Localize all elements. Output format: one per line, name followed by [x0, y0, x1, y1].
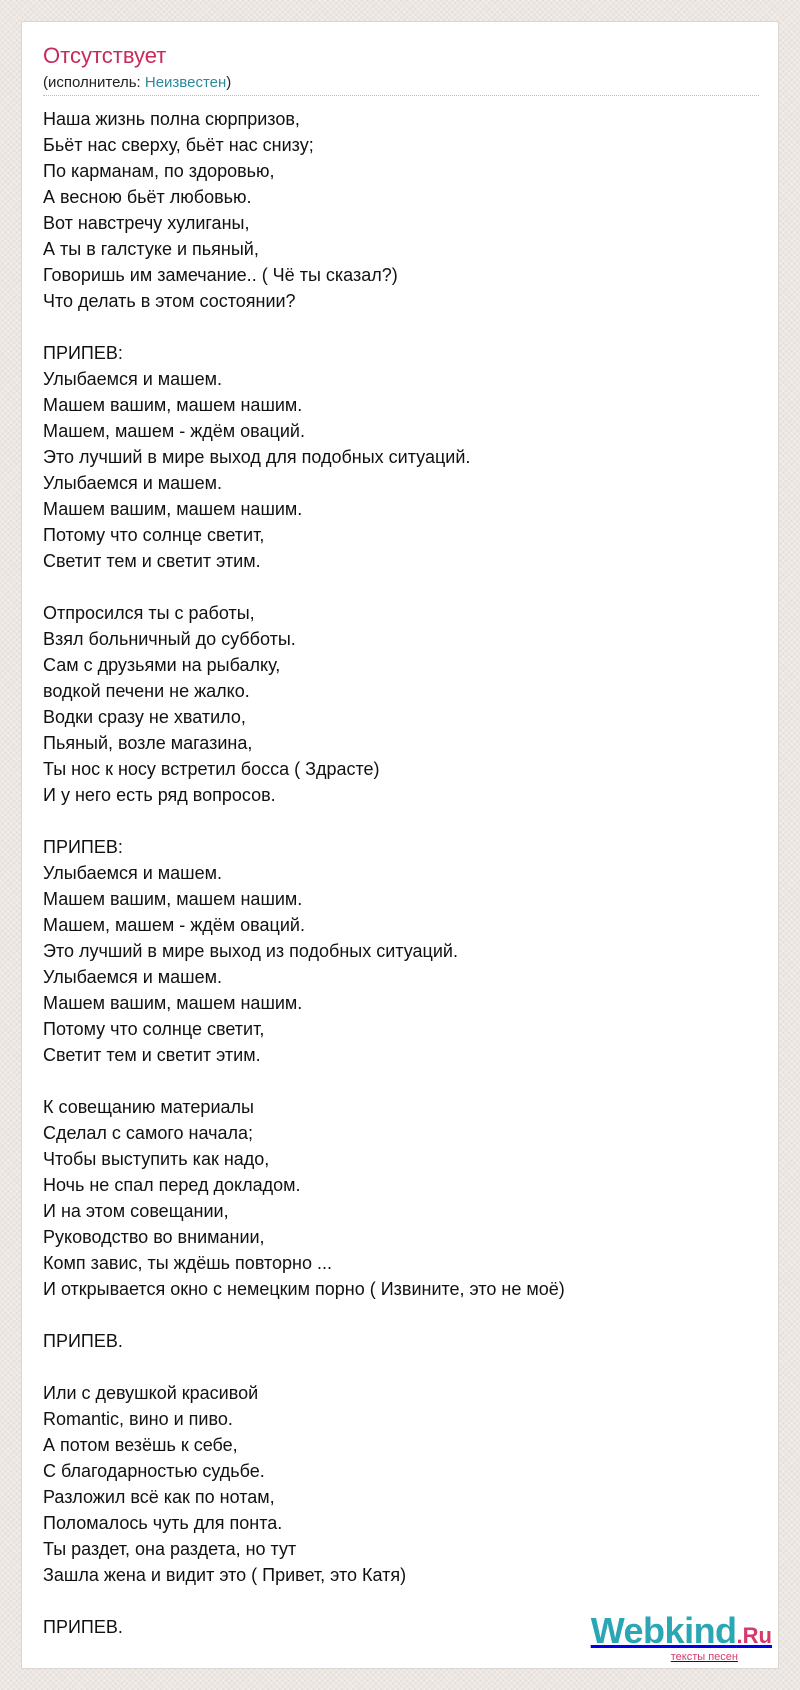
artist-line: [43, 74, 231, 92]
stanza-gap: [43, 1302, 759, 1328]
lyric-line: ПРИПЕВ.: [43, 1617, 123, 1637]
logo-wordmark: [590, 1610, 772, 1654]
lyric-line: Это лучший в мире выход из подобных ситуаций.: [43, 941, 458, 961]
lyric-line: Машем, машем - ждём оваций.: [43, 421, 305, 441]
lyric-line: А потом везёшь к себе,: [43, 1435, 238, 1455]
lyric-line: Комп завис, ты ждёшь повторно ...: [43, 1253, 333, 1273]
lyric-line: А ты в галстуке и пьяный,: [43, 239, 259, 259]
lyric-line: ПРИПЕВ.: [43, 1331, 123, 1351]
stanza-gap: [43, 1354, 759, 1380]
lyric-line: По карманам, по здоровью,: [43, 161, 275, 181]
lyric-line: Машем вашим, машем нашим.: [43, 889, 303, 909]
lyric-line: Что делать в этом состоянии?: [43, 291, 296, 311]
lyric-line: Ты нос к носу встретил босса ( Здрасте): [43, 759, 380, 779]
lyric-line: Поломалось чуть для понта.: [43, 1513, 283, 1533]
lyric-line: Водки сразу не хватило,: [43, 707, 246, 727]
lyric-line: Потому что солнце светит,: [43, 525, 265, 545]
lyric-line: Машем вашим, машем нашим.: [43, 499, 303, 519]
lyrics-card: [21, 21, 779, 1669]
lyric-line: И у него есть ряд вопросов.: [43, 785, 276, 805]
lyric-line: И открывается окно с немецким порно ( Извините, это не моё): [43, 1279, 565, 1299]
lyric-line: Сделал с самого начала;: [43, 1123, 253, 1143]
lyric-line: Зашла жена и видит это ( Привет, это Катя): [43, 1565, 407, 1585]
lyric-line: Светит тем и светит этим.: [43, 551, 261, 571]
lyric-line: С благодарностью судьбе.: [43, 1461, 265, 1481]
lyric-line: Улыбаемся и машем.: [43, 369, 222, 389]
lyric-line: И на этом совещании,: [43, 1201, 229, 1221]
lyric-line: Или с девушкой красивой: [43, 1383, 259, 1403]
lyric-line: Это лучший в мире выход для подобных ситуаций.: [43, 447, 471, 467]
lyric-line: Вот навстречу хулиганы,: [43, 213, 250, 233]
lyric-line: К совещанию материалы: [43, 1097, 254, 1117]
artist-prefix: (исполнитель:: [43, 74, 145, 91]
site-logo[interactable]: [590, 1610, 772, 1663]
stanza-gap: [43, 314, 759, 340]
title-divider: [43, 95, 759, 96]
lyric-line: Сам с друзьями на рыбалку,: [43, 655, 281, 675]
lyric-line: Ты раздет, она раздета, но тут: [43, 1539, 297, 1559]
lyric-line: Говоришь им замечание.. ( Чё ты сказал?): [43, 265, 398, 285]
logo-main-text: Webkind: [590, 1610, 737, 1651]
lyric-line: Машем вашим, машем нашим.: [43, 395, 303, 415]
logo-domain-text: .Ru: [736, 1623, 772, 1648]
lyric-line: Наша жизнь полна сюрпризов,: [43, 109, 300, 129]
lyric-line: Пьяный, возле магазина,: [43, 733, 253, 753]
lyric-line: А весною бьёт любовью.: [43, 187, 252, 207]
lyric-line: Бьёт нас сверху, бьёт нас снизу;: [43, 135, 314, 155]
lyric-line: Потому что солнце светит,: [43, 1019, 265, 1039]
stanza-gap: [43, 574, 759, 600]
lyric-line: водкой печени не жалко.: [43, 681, 250, 701]
artist-link[interactable]: Неизвестен: [144, 74, 227, 91]
lyric-line: Romantic, вино и пиво.: [43, 1409, 233, 1429]
lyric-line: Улыбаемся и машем.: [43, 863, 222, 883]
lyric-line: Улыбаемся и машем.: [43, 473, 222, 493]
lyric-line: Ночь не спал перед докладом.: [43, 1175, 301, 1195]
song-title: Отсутствует: [43, 43, 167, 68]
lyric-line: Разложил всё как по нотам,: [43, 1487, 275, 1507]
lyric-line: ПРИПЕВ:: [43, 837, 123, 857]
lyric-line: Взял больничный до субботы.: [43, 629, 296, 649]
artist-suffix: ): [226, 74, 232, 91]
lyric-line: ПРИПЕВ:: [43, 343, 123, 363]
lyric-line: Машем, машем - ждём оваций.: [43, 915, 305, 935]
lyric-line: Чтобы выступить как надо,: [43, 1149, 270, 1169]
lyric-line: Руководство во внимании,: [43, 1227, 265, 1247]
stanza-gap: [43, 808, 759, 834]
lyrics-body: [43, 106, 759, 1640]
lyric-line: Светит тем и светит этим.: [43, 1045, 261, 1065]
lyric-line: Машем вашим, машем нашим.: [43, 993, 303, 1013]
logo-tagline: тексты песен: [670, 1651, 738, 1663]
stanza-gap: [43, 1068, 759, 1094]
lyric-line: Отпросился ты с работы,: [43, 603, 255, 623]
lyric-line: Улыбаемся и машем.: [43, 967, 222, 987]
